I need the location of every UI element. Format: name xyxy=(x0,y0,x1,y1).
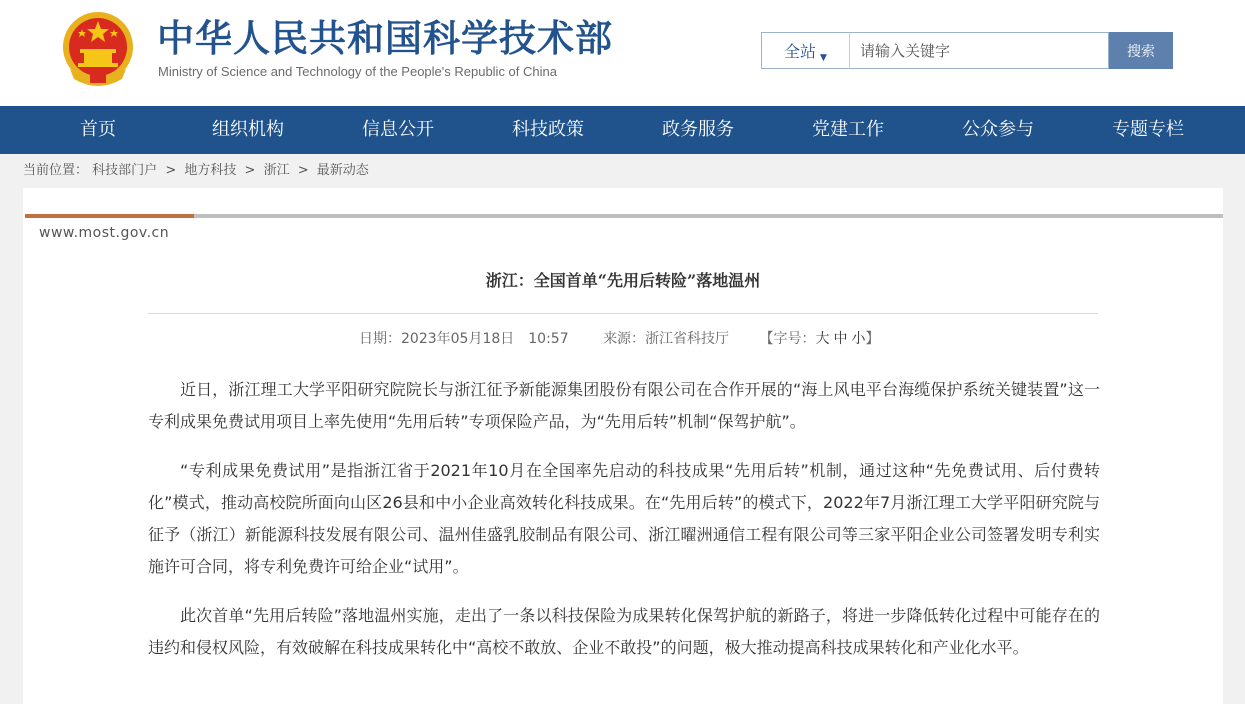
article-meta xyxy=(359,328,886,348)
breadcrumb xyxy=(0,154,1245,188)
breadcrumb-link[interactable]: 浙江 xyxy=(263,163,290,178)
nav-item-services[interactable]: 政务服务 xyxy=(662,119,734,140)
nav-item-public[interactable]: 公众参与 xyxy=(962,119,1034,140)
breadcrumb-separator: > xyxy=(244,163,256,178)
breadcrumb-link[interactable]: 地方科技 xyxy=(184,163,237,178)
national-emblem-icon[interactable] xyxy=(60,9,136,91)
font-size-medium[interactable]: 中 xyxy=(833,331,848,347)
nav-item-special[interactable]: 专题专栏 xyxy=(1112,119,1184,140)
nav-item-organization[interactable]: 组织机构 xyxy=(212,119,284,140)
article-paragraph: “专利成果免费试用”是指浙江省于2021年10月在全国率先启动的科技成果“先用后转”机制，通过这种“先免费试用、后付费转化”模式，推动高校院所面向山区26县和中小企业高效转化科技成果。在“先用后转”的模式下，2022年7月浙江理工大学平阳研究院与征予（浙江）新能源科技发展有限公司、温州佳盛乳胶制品有限公司、浙江曜洲通信工程有限公司等三家平阳企业公司签署发明专利实施许可合同，将专利免费许可给企业“试用”。 xyxy=(148,461,1100,576)
nav-item-policy[interactable]: 科技政策 xyxy=(512,119,584,140)
font-size-small[interactable]: 小 xyxy=(851,331,866,347)
nav-item-home[interactable]: 首页 xyxy=(80,119,116,140)
title-divider xyxy=(148,313,1098,314)
article-body xyxy=(148,374,1100,681)
breadcrumb-label: 当前位置： xyxy=(23,163,89,178)
font-size-large[interactable]: 大 xyxy=(815,331,830,347)
site-domain: www.most.gov.cn xyxy=(39,225,170,241)
article-title: 浙江：全国首单“先用后转险”落地温州 xyxy=(485,271,761,290)
breadcrumb-link[interactable]: 科技部门户 xyxy=(92,163,158,178)
nav-item-information[interactable]: 信息公开 xyxy=(362,119,434,140)
breadcrumb-separator: > xyxy=(297,163,309,178)
search-scope-label: 全站 xyxy=(784,42,817,61)
accent-divider xyxy=(25,214,194,218)
breadcrumb-separator: > xyxy=(165,163,177,178)
date-label: 日期： xyxy=(359,331,401,347)
breadcrumb-link[interactable]: 最新动态 xyxy=(316,163,369,178)
article-source: 浙江省科技厅 xyxy=(645,331,730,347)
article-date: 2023年05月18日 10:57 xyxy=(401,331,569,347)
article-paragraph: 近日，浙江理工大学平阳研究院院长与浙江征予新能源集团股份有限公司在合作开展的“海上风电平台海缆保护系统关键装置”这一专利成果免费试用项目上率先使用“先用后转”专项保险产品，为“先用后转”机制“保驾护航”。 xyxy=(148,380,1100,431)
site-title[interactable]: 中华人民共和国科学技术部 xyxy=(157,17,613,60)
font-size-close: 】 xyxy=(865,331,880,347)
search-bar xyxy=(761,32,1173,69)
article-paragraph: 此次首单“先用后转险”落地温州实施，走出了一条以科技保险为成果转化保驾护航的新路子，将进一步降低转化过程中可能存在的违约和侵权风险，有效破解在科技成果转化中“高校不敢放、企业不敢投”的问题，极大推动提高科技成果转化和产业化水平。 xyxy=(148,606,1100,657)
font-size-label: 【字号： xyxy=(759,331,816,347)
nav-item-party[interactable]: 党建工作 xyxy=(812,119,884,140)
site-subtitle: Ministry of Science and Technology of the People's Republic of China xyxy=(158,64,557,79)
divider xyxy=(25,214,1223,218)
source-label: 来源： xyxy=(603,331,646,347)
search-scope-select[interactable] xyxy=(761,32,849,69)
main-nav xyxy=(0,106,1245,154)
search-input[interactable] xyxy=(849,32,1109,69)
site-header xyxy=(0,0,1245,106)
chevron-down-icon: ▼ xyxy=(820,52,827,63)
article-panel xyxy=(23,188,1223,704)
search-button[interactable]: 搜索 xyxy=(1109,32,1173,69)
